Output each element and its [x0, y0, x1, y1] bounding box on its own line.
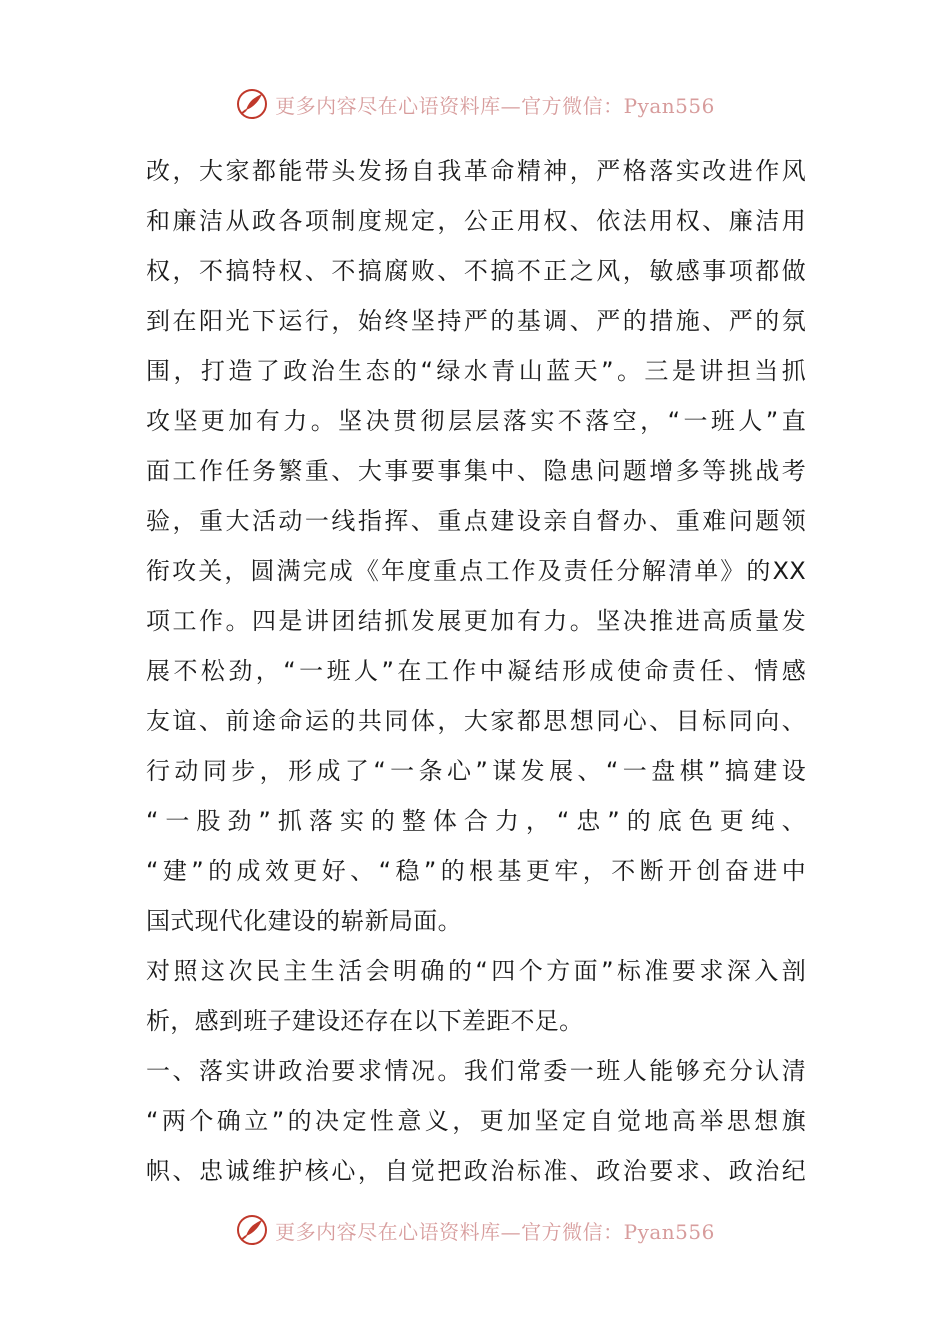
text-line: 析，感到班子建设还存在以下差距不足。 [146, 1007, 584, 1035]
text-line: “两个确立”的决定性意义，更加坚定自觉地高举思想旗 [146, 1107, 806, 1135]
text-line: 帜、忠诚维护核心，自觉把政治标准、政治要求、政治纪 [146, 1157, 806, 1185]
text-line: 项工作。四是讲团结抓发展更加有力。坚决推进高质量发 [146, 607, 806, 635]
document-body [146, 146, 806, 1196]
text-line: 围，打造了政治生态的“绿水青山蓝天”。三是讲担当抓 [146, 357, 806, 385]
text-line: 行动同步，形成了“一条心”谋发展、“一盘棋”搞建设 [146, 757, 806, 785]
text-line: 国式现代化建设的崭新局面。 [146, 907, 462, 935]
text-line: 攻坚更加有力。坚决贯彻层层落实不落空，“一班人”直 [146, 407, 806, 435]
text-line: 验，重大活动一线指挥、重点建设亲自督办、重难问题领 [146, 507, 806, 535]
text-line: 面工作任务繁重、大事要事集中、隐患问题增多等挑战考 [146, 457, 806, 485]
watermark-text: 更多内容尽在心语资料库—官方微信：Pyan556 [275, 1219, 715, 1244]
text-line: 一、落实讲政治要求情况。我们常委一班人能够充分认清 [146, 1057, 806, 1085]
quill-logo-icon [235, 87, 269, 121]
footer-watermark [0, 1210, 950, 1250]
text-line: 衔攻关，圆满完成《年度重点工作及责任分解清单》的XX [146, 557, 806, 585]
quill-logo-icon [235, 1213, 269, 1247]
header-watermark [0, 84, 950, 124]
text-line: 改，大家都能带头发扬自我革命精神，严格落实改进作风 [146, 157, 806, 185]
text-line: 对照这次民主生活会明确的“四个方面”标准要求深入剖 [146, 957, 806, 985]
text-line: “一股劲”抓落实的整体合力，“忠”的底色更纯、 [146, 807, 806, 835]
text-line: 权，不搞特权、不搞腐败、不搞不正之风，敏感事项都做 [146, 257, 806, 285]
text-line: 友谊、前途命运的共同体，大家都思想同心、目标同向、 [146, 707, 806, 735]
text-line: “建”的成效更好、“稳”的根基更牢，不断开创奋进中 [146, 857, 806, 885]
text-line: 和廉洁从政各项制度规定，公正用权、依法用权、廉洁用 [146, 207, 806, 235]
text-line: 到在阳光下运行，始终坚持严的基调、严的措施、严的氛 [146, 307, 806, 335]
watermark-text: 更多内容尽在心语资料库—官方微信：Pyan556 [275, 93, 715, 118]
text-line: 展不松劲，“一班人”在工作中凝结形成使命责任、情感 [146, 657, 806, 685]
